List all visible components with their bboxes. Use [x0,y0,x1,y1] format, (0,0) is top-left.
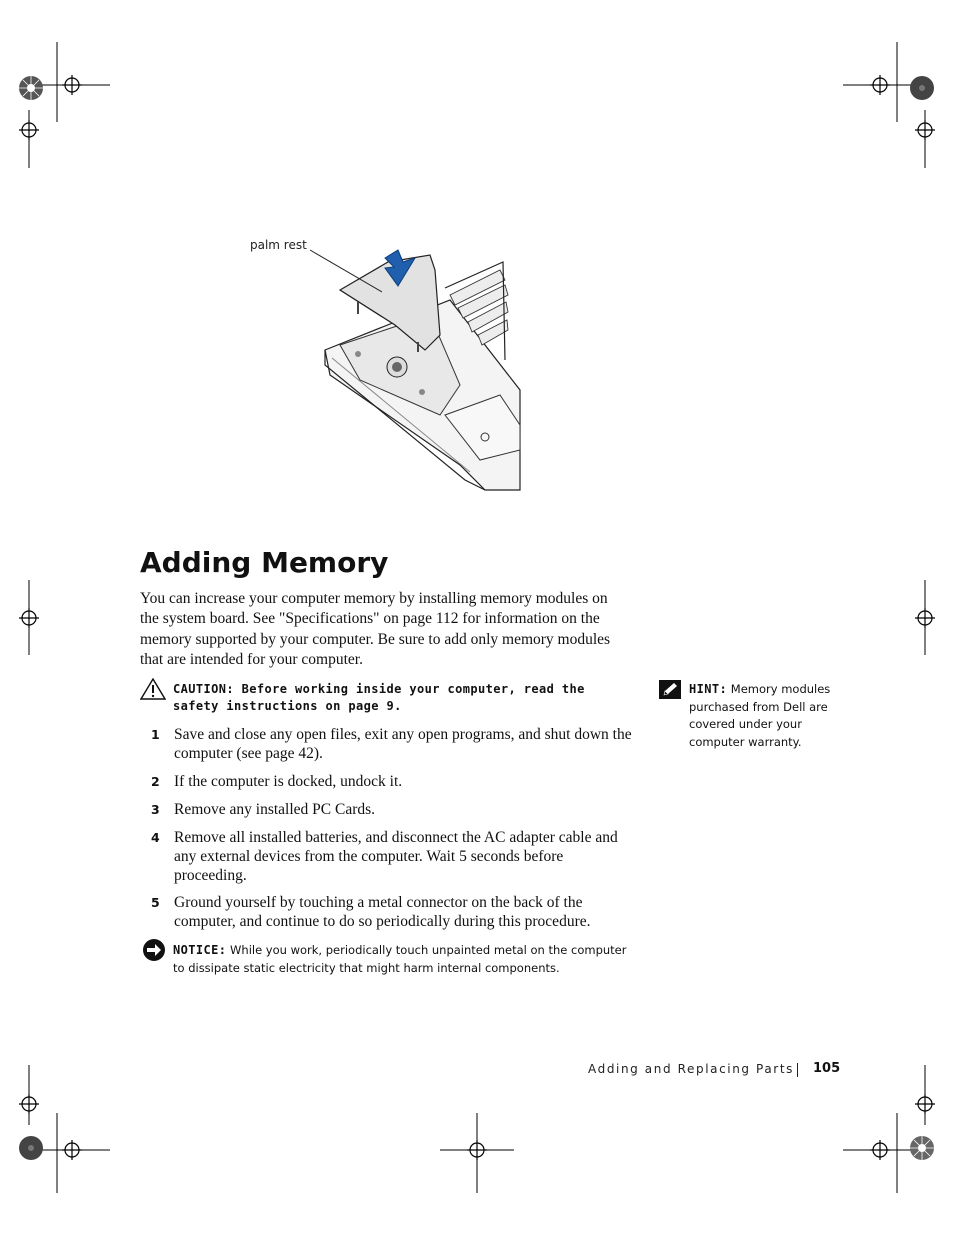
step-number: 1 [151,727,160,742]
hint-text [689,681,849,751]
palm-rest-illustration [300,240,530,495]
step-text: Save and close any open files, exit any open programs, and shut down the computer (see page 42). [174,726,632,762]
notice-text [173,941,638,977]
hint-label: HINT: [689,682,728,696]
section-title: Adding Memory [140,546,389,579]
step-number: 3 [151,802,160,817]
hint-pencil-icon [659,680,681,699]
step-text: Remove any installed PC Cards. [174,801,376,818]
callout-label-palm-rest: palm rest [250,238,307,252]
caution-text: CAUTION: Before working inside your computer, read the safety instructions on page 9. [173,682,585,713]
page-number: 105 [813,1061,841,1076]
step-number: 2 [151,774,160,789]
step-text: Ground yourself by touching a metal connector on the back of the computer, and continue to do so periodically during this procedure. [174,894,591,930]
hint-body: Memory modules purchased from Dell are covered under your computer warranty. [689,682,831,749]
step-text: If the computer is docked, undock it. [174,773,403,790]
footer-section-title: Adding and Replacing Parts [588,1062,794,1076]
step-number: 4 [151,830,160,845]
caution-triangle-icon [140,678,166,700]
footer-divider [797,1063,798,1077]
intro-paragraph: You can increase your computer memory by installing memory modules on the system board. See "Specifications" on page 112 for information on the memory supported by your computer. Be sure to add only memory modules that are intended for your computer. [140,590,611,668]
notice-body: While you work, periodically touch unpainted metal on the computer to dissipate static electricity that might harm internal components. [173,943,627,975]
step-number: 5 [151,895,160,910]
notice-label: NOTICE: [173,943,227,957]
notice-arrow-icon [142,938,166,962]
step-text: Remove all installed batteries, and disconnect the AC adapter cable and any external devices from the computer. Wait 5 seconds before proceeding. [174,829,618,884]
